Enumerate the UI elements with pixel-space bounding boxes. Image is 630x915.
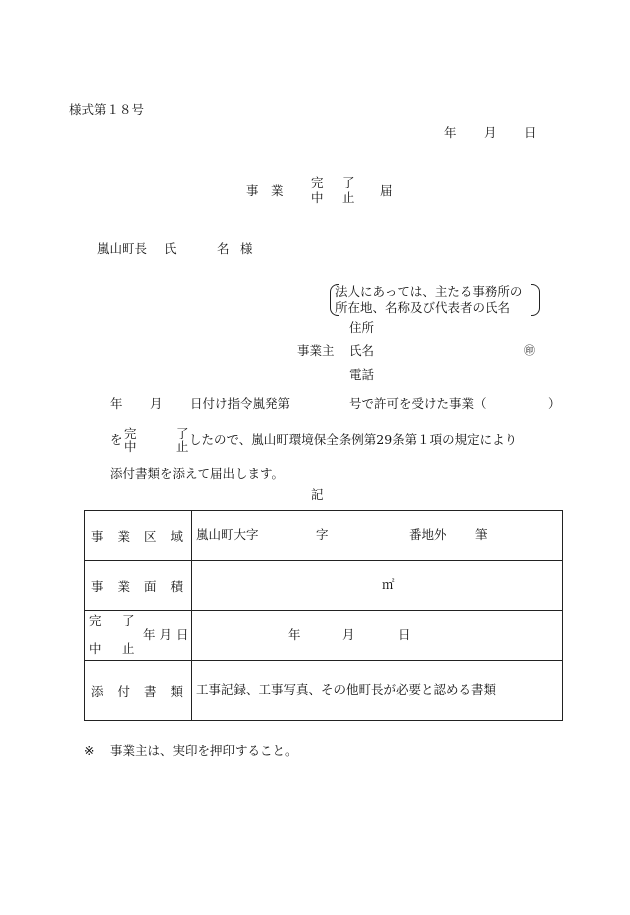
body-line1-close: ） [548,396,561,411]
addressee-prefix: 嵐山町長 [97,241,148,256]
title-suffix: 届 [380,183,393,198]
corporate-note-line1: 法人にあっては、主たる事務所の [335,284,523,299]
completion-year: 年 [288,627,301,642]
completion-date-label-cell [85,611,192,661]
address-label: 住所 [349,320,375,335]
addressee-shi: 氏 [164,241,177,256]
footnote-text: 事業主は、実印を押印すること。 [110,743,298,758]
row-completion-date [85,611,563,661]
body-year: 年 [110,396,123,411]
addressee-mei: 名 [217,241,230,256]
completion-month: 月 [342,627,355,642]
project-size-label: 事業面積 [91,578,183,594]
row-attachments [85,661,563,721]
body-line1-text2: 号で許可を受けた事業（ [349,396,487,411]
name-label: 氏名 [349,343,375,358]
corporate-note [330,284,540,314]
date-year: 年 [444,125,457,140]
title-option2-bottom: 止 [342,190,355,205]
completion-label-shi: 止 [122,641,135,656]
title-option2-top: 了 [342,175,355,190]
addressee-sama: 様 [240,241,253,256]
completion-label-chu: 中 [89,641,102,656]
project-area-value-cell [192,511,563,561]
phone-label: 電話 [349,367,375,382]
date-day: 日 [524,125,537,140]
completion-label-date: 年 月 日 [143,627,189,642]
title-option1-bottom: 中 [311,190,324,205]
ki-mark: 記 [311,487,324,502]
project-area-banchi: 番地外 [409,527,447,542]
project-area-oaza: 嵐山町大字 [196,527,259,542]
corporate-note-line2: 所在地、名称及び代表者の氏名 [335,300,511,315]
body-line3-text: 添付書類を添えて届出します。 [110,466,285,481]
body-line2-text: したので、嵐山町環境保全条例第29条第１項の規定により [189,432,518,447]
body-wo: を [110,432,123,447]
attachments-label-cell [85,661,192,721]
row-project-size [85,561,563,611]
body-month: 月 [150,396,163,411]
completion-label-kan: 完 [89,613,102,628]
body-option2-bottom: 止 [176,439,189,454]
completion-label-ryo: 了 [122,613,135,628]
project-area-label: 事業区域 [91,528,183,544]
project-size-label-cell [85,561,192,611]
date-month: 月 [484,125,497,140]
project-size-value-cell [192,561,563,611]
project-area-aza: 字 [316,527,329,542]
footnote-mark: ※ [84,743,95,758]
project-area-hitsu: 筆 [475,527,488,542]
title-option1-top: 完 [311,175,324,190]
form-number: 様式第１８号 [69,102,145,117]
role-label: 事業主 [297,343,335,358]
attachments-value: 工事記録、工事写真、その他町長が必要と認める書類 [196,682,497,697]
body-option1-top: 完 [124,426,137,441]
seal-mark: ㊞ [524,344,535,357]
title-word: 事 業 [246,183,284,198]
completion-day: 日 [398,627,411,642]
project-size-unit: ㎡ [382,577,395,592]
project-area-label-cell [85,511,192,561]
attachments-label: 添付書類 [91,683,183,699]
body-line1-text: 日付け指令嵐発第 [190,396,291,411]
completion-date-value-cell [192,611,563,661]
attachments-value-cell [192,661,563,721]
row-project-area [85,511,563,561]
body-option1-bottom: 中 [124,439,137,454]
details-table [84,510,563,721]
right-paren [531,284,540,316]
body-option2-top: 了 [176,426,189,441]
